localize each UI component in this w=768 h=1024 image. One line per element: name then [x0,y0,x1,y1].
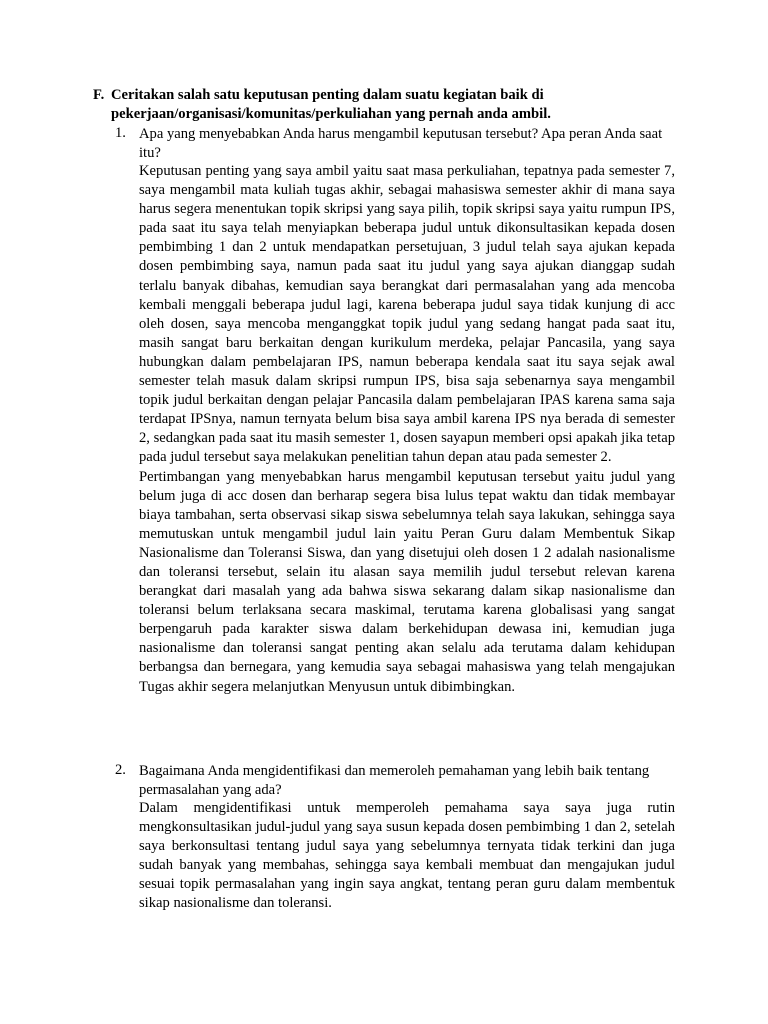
section-heading-text: Ceritakan salah satu keputusan penting dalam suatu kegiatan baik di pekerjaan/organisasi/komunitas/perkuliahan yang pernah anda ambil. [111,87,551,122]
section-letter: F. [93,87,105,103]
section-heading [93,86,693,124]
answer-paragraph: Pertimbangan yang menyebabkan harus mengambil keputusan tersebut yaitu judul yang belum juga di acc dosen dan berharap segera bisa lulus tepat waktu dan tidak membayar biaya tambahan, serta observasi sikap siswa sebelumnya telah saya lakukan, sehingga saya memutuskan untuk mengambil judul lain yaitu Peran Guru dalam Membentuk Sikap Nasionalisme dan Toleransi Siswa, dan yang disetujui oleh dosen 1 2 adalah nasionalisme dan toleransi tersebut, selain itu alasan saya memilih judul tersebut relevan karena berangkat dari masalah yang ada bahwa siswa sekarang dalam sikap nasionalisme dan toleransi belum terlaksana secara maskimal, terutama karena globalisasi yang sangat berpengaruh pada karakter siswa dalam berkehidupan dewasa ini, kemudian juga nasionalisme dan toleransi sangat penting akan selalu ada terutama dalam kehidupan berbangsa dan bernegara, yang kemudia saya sebagai mahasiswa yang telah mengajukan Tugas akhir segera melanjutkan Menyusun untuk dibimbingkan. [139,468,675,695]
question-text: Apa yang menyebabkan Anda harus mengambil keputusan tersebut? Apa peran Anda saat itu? [139,126,663,161]
question-item-2 [115,762,675,914]
answer-paragraph: Dalam mengidentifikasi untuk memperoleh pemahama saya saya juga rutin mengkonsultasikan judul-judul yang saya susun kepada dosen pembimbing 1 dan 2, setelah saya berkonsultasi tentang judul saya yang sebelumnya ternyata tidak terkini dan juga sudah banyak yang membahas, sehingga saya kembali membuat dan mengajukan judul sesuai topik permasalahan yang ingin saya angkat, tentang peran guru dalam membentuk sikap nasionalisme dan toleransi. [139,800,675,912]
question-item-1 [115,125,675,697]
question-number: 1. [115,125,126,141]
question-number: 2. [115,762,126,778]
answer-paragraph: Keputusan penting yang saya ambil yaitu saat masa perkuliahan, tepatnya pada semester 7, saya mengambil mata kuliah tugas akhir, sebagai mahasiswa semester akhir di mana saya harus segera menentukan topik skripsi yang saya pilih, topik skripsi saya yaitu rumpun IPS, pada saat itu saya telah menyiapkan beberapa judul untuk dikonsultasikan kepada dosen pembimbing 1 dan 2 untuk mendapatkan persetujuan, 3 judul telah saya ajukan kepada dosen pembimbing saya, namun pada saat itu judul yang saya ajukan dianggap sudah terlalu banyak dibahas, kemudian saya berangkat dari permasalahan yang ada mencoba kembali menggali beberapa judul lagi, karena beberapa judul saya tidak kunjung di acc oleh dosen, saya mencoba menganggkat topik judul yang sedang hangat pada saat itu, masih sangat baru berkaitan dengan kurikulum merdeka, pelajar Pancasila, yang saya hubungkan dalam pembelajaran IPS, namun beberapa kendala saat itu saya sejak awal semester telah masuk dalam skripsi rumpun IPS, bisa saja sebenarnya saya mengambil topik judul berkaitan dengan pelajar Pancasila dalam pembelajaran IPAS karena sama saja terdapat IPSnya, namun ternyata belum bisa saya ambil karena IPS nya berada di semester 2, sedangkan pada saat itu masih semester 1, dosen sayapun memberi opsi apakah jika tetap pada judul tersebut saya melakukan penelitian tahun depan atau pada semester 2. [139,163,675,466]
question-text: Bagaimana Anda mengidentifikasi dan memeroleh pemahaman yang lebih baik tentang permasalahan yang ada? [139,763,650,798]
